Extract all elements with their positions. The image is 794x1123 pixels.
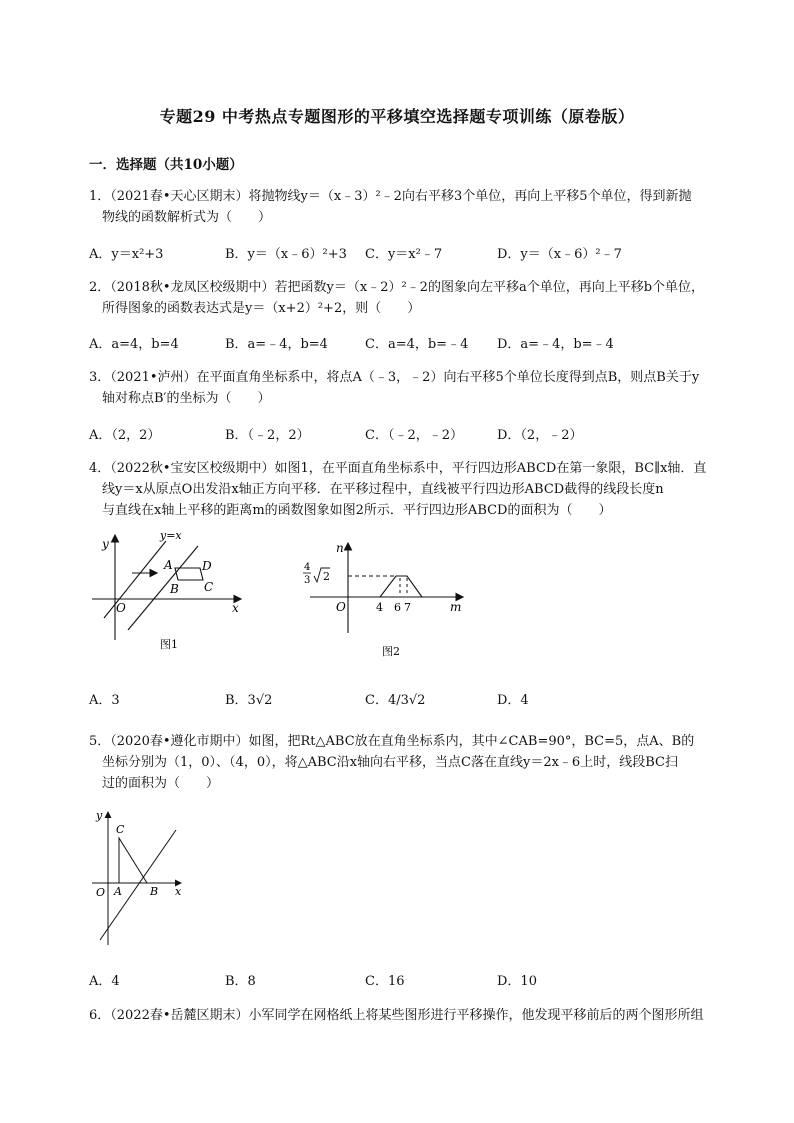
fig2-n-label: n [336, 541, 344, 555]
fig1-point-c: C [204, 580, 214, 594]
question-1 [89, 186, 729, 228]
fig1-line-label: y=x [160, 529, 182, 542]
option-d[interactable]: D．10 [497, 974, 537, 989]
page-title: 专题29 中考热点专题图形的平移填空选择题专项训练（原卷版） [159, 107, 635, 126]
fig2-x-tick-7: 7 [404, 601, 411, 614]
question-3-options [89, 424, 729, 444]
fig2-m-label: m [450, 600, 462, 614]
fig2-sqrt-radicand: 2 [323, 570, 330, 583]
question-1-line1: 1．（2021春•天心区期末）将抛物线y＝（x﹣3）²﹣2向右平移3个单位，再向上平移5个单位，得到新抛 [89, 189, 692, 204]
question-4-line3: 与直线在x轴上平移的距离m的函数图象如图2所示．平行四边形ABCD的面积为（ ） [102, 503, 612, 518]
fig3-line-y-2x-6 [100, 830, 176, 940]
question-4-options [89, 685, 729, 713]
fig1-line-y-equals-x [104, 541, 166, 618]
question-4-line2: 线y＝x从原点O出发沿x轴正方向平移．在平移过程中，直线被平行四边形ABCD截得的线段长度n [102, 482, 664, 497]
question-5-line2: 坐标分别为（1，0）、（4，0），将△ABC沿x轴向右平移，当点C落在直线y＝2x﹣6上时，线段BC扫 [102, 755, 678, 770]
fig1-point-a: A [164, 558, 173, 572]
option-d[interactable]: D．a=﹣4，b=﹣4 [497, 337, 614, 352]
option-d[interactable]: D．y＝（x﹣6）²﹣7 [497, 247, 622, 262]
option-b[interactable]: B．y＝（x﹣6）²+3 [225, 247, 347, 262]
question-6 [89, 1005, 729, 1026]
figure-2 [292, 540, 467, 660]
fig1-caption: 图1 [160, 638, 178, 651]
question-2 [89, 277, 729, 319]
option-c[interactable]: C．（﹣2，﹣2） [365, 428, 463, 443]
section-heading: 一．选择题（共10小题） [89, 157, 243, 173]
option-b[interactable]: B．3√2 [225, 693, 273, 708]
option-c[interactable]: C．4/3√2 [365, 693, 426, 708]
question-1-options [89, 243, 729, 263]
option-c[interactable]: C．y＝x²﹣7 [365, 247, 443, 262]
fig2-x-tick-6: 6 [394, 601, 401, 614]
option-b[interactable]: B．8 [225, 974, 256, 989]
question-2-line1: 2．（2018秋•龙凤区校级期中）若把函数y＝（x﹣2）²﹣2的图象向左平移a个单位，再向上平移b个单位， [89, 280, 705, 295]
option-a[interactable]: A．3 [89, 693, 120, 708]
option-a[interactable]: A．（2，2） [89, 428, 161, 443]
fig3-origin-label: O [96, 886, 106, 899]
option-a[interactable]: A．4 [89, 974, 120, 989]
fig1-origin-label: O [116, 601, 126, 615]
question-3-line2: 轴对称点B′的坐标为（ ） [102, 391, 271, 406]
question-2-options [89, 333, 729, 353]
question-4-line1: 4．（2022秋•宝安区校级期中）如图1，在平面直角坐标系中，平行四边形ABCD在第一象限，BC∥x轴．直 [89, 461, 707, 476]
fig3-y-label: y [96, 809, 103, 822]
fig2-frac-numerator: 4 [304, 562, 311, 573]
fig3-point-a: A [114, 885, 122, 898]
fig1-shifted-line [128, 546, 198, 630]
figure-3 [88, 805, 198, 950]
option-a[interactable]: A．y＝x²+3 [89, 247, 164, 262]
question-1-line2: 物线的函数解析式为（ ） [102, 210, 272, 225]
option-d[interactable]: D．4 [497, 693, 529, 708]
question-6-line1: 6．（2022春•岳麓区期末）小军同学在网格纸上将某些图形进行平移操作，他发现平移前后的两个图形所组 [89, 1008, 704, 1023]
option-c[interactable]: C．16 [365, 974, 405, 989]
fig2-graph [380, 576, 422, 597]
fig2-origin-label: O [336, 600, 346, 614]
option-b[interactable]: B．a=﹣4，b=4 [225, 337, 328, 352]
question-5-options [89, 970, 729, 990]
fig1-point-d: D [202, 559, 212, 573]
option-d[interactable]: D．（2，﹣2） [497, 428, 583, 443]
fig1-x-label: x [232, 601, 239, 615]
option-a[interactable]: A．a=4，b=4 [89, 337, 179, 352]
figure-1 [88, 528, 248, 653]
question-4 [89, 458, 729, 521]
option-b[interactable]: B．（﹣2，2） [225, 428, 310, 443]
question-5-line3: 过的面积为（ ） [102, 776, 220, 791]
fig3-triangle-abc [119, 838, 147, 883]
question-3 [89, 367, 729, 409]
question-5-line1: 5．（2020春•遵化市期中）如图，把Rt△ABC放在直角坐标系内，其中∠CAB=90°，BC=5，点A、B的 [89, 734, 695, 749]
fig3-point-c: C [116, 823, 125, 836]
question-2-line2: 所得图象的函数表达式是y＝（x+2）²+2，则（ ） [102, 301, 421, 316]
fig3-point-b: B [150, 885, 159, 898]
fig2-x-tick-4: 4 [376, 601, 383, 614]
fig2-caption: 图2 [382, 645, 400, 658]
fig1-parallelogram-abcd [175, 568, 203, 580]
question-3-line1: 3．（2021•泸州）在平面直角坐标系中，将点A（﹣3，﹣2）向右平移5个单位长度得到点B，则点B关于y [89, 370, 700, 385]
fig1-point-b: B [170, 582, 179, 596]
fig2-frac-denominator: 3 [304, 575, 311, 586]
option-c[interactable]: C．a=4，b=﹣4 [365, 337, 469, 352]
question-5 [89, 731, 729, 794]
fig1-y-label: y [102, 537, 109, 551]
fig3-x-label: x [175, 885, 182, 898]
